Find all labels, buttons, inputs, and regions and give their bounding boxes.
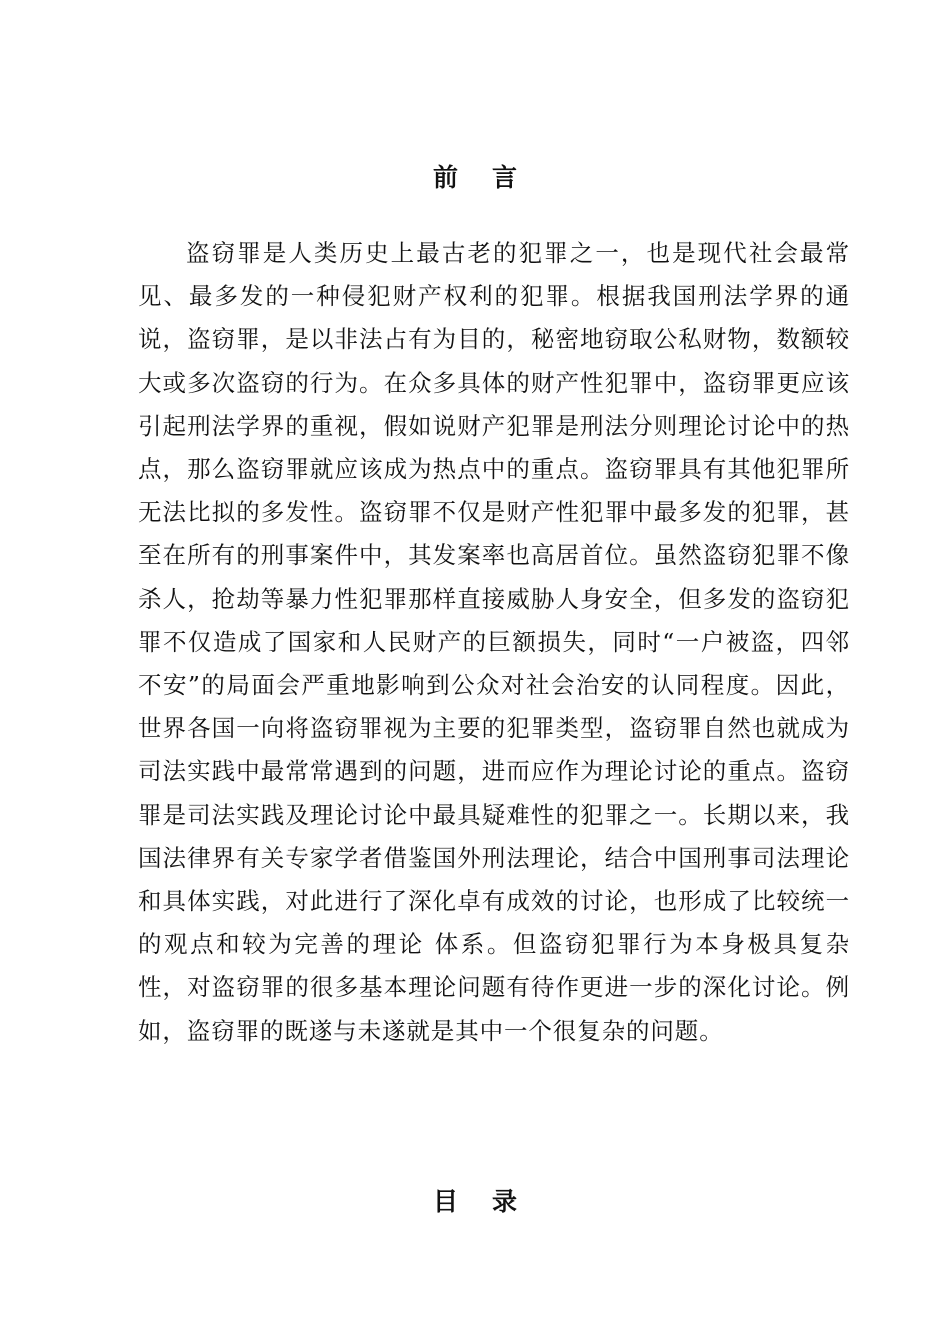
toc-title: 目录 [432, 1187, 551, 1216]
preface-title: 前言 [432, 163, 551, 192]
preface-paragraph: 盗窃罪是人类历史上最古老的犯罪之一，也是现代社会最常见、最多发的一种侵犯财产权利的犯罪。根据我国刑法学界的通说，盗窃罪，是以非法占有为目的，秘密地窃取公私财物，数额较大或多次盗窃的行为。在众多具体的财产性犯罪中，盗窃罪更应该引起刑法学界的重视，假如说财产犯罪是刑法分则理论讨论中的热点，那么盗窃罪就应该成为热点中的重点。盗窃罪具有其他犯罪所无法比拟的多发性。盗窃罪不仅是财产性犯罪中最多发的犯罪，甚至在所有的刑事案件中，其发案率也高居首位。虽然盗窃犯罪不像杀人，抢劫等暴力性犯罪那样直接威胁人身安全，但多发的盗窃犯罪不仅造成了国家和人民财产的巨额损失，同时“一户被盗，四邻不安”的局面会严重地影响到公众对社会治安的认同程度。因此，世界各国一向将盗窃罪视为主要的犯罪类型，盗窃罪自然也就成为司法实践中最常常遇到的问题，进而应作为理论讨论的重点。盗窃罪是司法实践及理论讨论中最具疑难性的犯罪之一。长期以来，我国法律界有关专家学者借鉴国外刑法理论，结合中国刑事司法理论和具体实践，对此进行了深化卓有成效的讨论，也形成了比较统一的观点和较为完善的理论 体系。但盗窃犯罪行为本身极具复杂性，对盗窃罪的很多基本理论问题有待作更进一步的深化讨论。例如，盗窃罪的既遂与未遂就是其中一个很复杂的问题。 [138, 239, 850, 1045]
